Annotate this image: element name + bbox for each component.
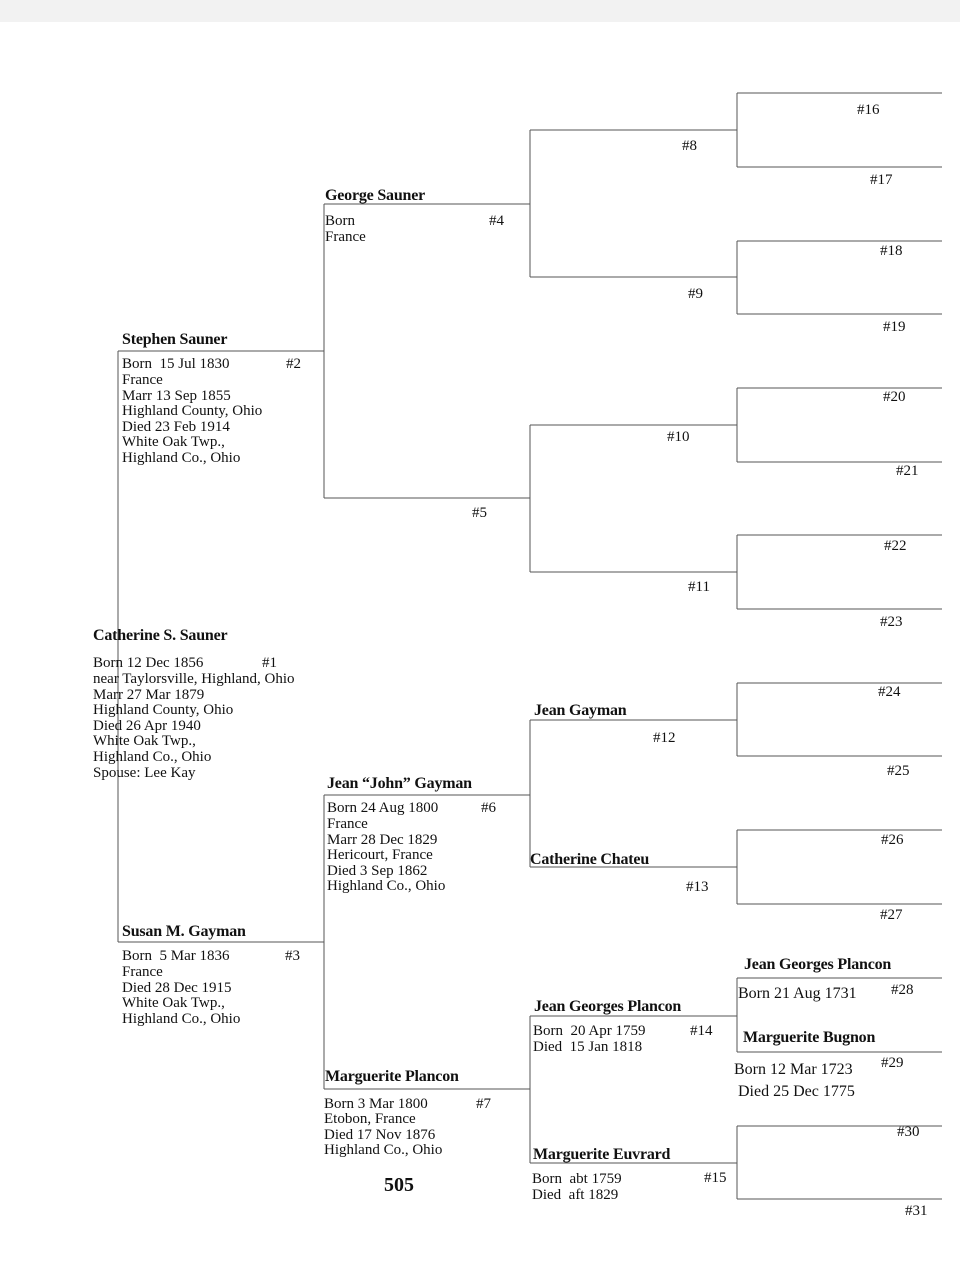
person-4-name: George Sauner [325, 187, 426, 204]
person-1-name: Catherine S. Sauner [93, 627, 228, 644]
person-26-number: #26 [881, 832, 904, 848]
person-13-number: #13 [686, 879, 709, 895]
person-22-number: #22 [884, 538, 907, 554]
person-28-name: Jean Georges Plancon [744, 956, 892, 973]
person-23-number: #23 [880, 614, 903, 630]
person-6-name: Jean “John” Gayman [327, 775, 472, 792]
person-3-details: France Died 28 Dec 1915 White Oak Twp., Highland Co., Ohio [122, 964, 241, 1027]
person-7-number: #7 [476, 1096, 491, 1112]
person-2-details: France Marr 13 Sep 1855 Highland County, Ohio Died 23 Feb 1914 White Oak Twp., Highland Co., Ohio [122, 372, 263, 466]
person-12-number: #12 [653, 730, 676, 746]
person-4-born: Born [325, 213, 355, 229]
person-31-number: #31 [905, 1203, 928, 1219]
person-28-number: #28 [891, 982, 914, 998]
person-5-number: #5 [472, 505, 487, 521]
person-6-number: #6 [481, 800, 496, 816]
person-12-name: Jean Gayman [534, 702, 627, 719]
person-1-details: near Taylorsville, Highland, Ohio Marr 27 Mar 1879 Highland County, Ohio Died 26 Apr 1940 White Oak Twp., Highland Co., Ohio Spouse: Lee Kay [93, 671, 295, 781]
person-24-number: #24 [878, 684, 901, 700]
person-30-number: #30 [897, 1124, 920, 1140]
person-19-number: #19 [883, 319, 906, 335]
person-7-born: Born 3 Mar 1800 [324, 1096, 428, 1112]
person-28-born: Born 21 Aug 1731 [738, 985, 857, 1002]
person-2-name: Stephen Sauner [122, 331, 228, 348]
person-29-name: Marguerite Bugnon [743, 1029, 876, 1046]
person-14-name: Jean Georges Plancon [534, 998, 682, 1015]
person-16-number: #16 [857, 102, 880, 118]
person-25-number: #25 [887, 763, 910, 779]
person-6-born: Born 24 Aug 1800 [327, 800, 439, 816]
person-18-number: #18 [880, 243, 903, 259]
person-9-number: #9 [688, 286, 703, 302]
person-4-details: France [325, 229, 366, 245]
person-17-number: #17 [870, 172, 893, 188]
person-7-name: Marguerite Plancon [325, 1068, 459, 1085]
person-29-born: Born 12 Mar 1723 [734, 1061, 853, 1078]
person-1-number: #1 [262, 655, 277, 671]
person-6-details: France Marr 28 Dec 1829 Hericourt, France Died 3 Sep 1862 Highland Co., Ohio [327, 816, 446, 895]
person-15-details: Died aft 1829 [532, 1187, 619, 1203]
person-10-number: #10 [667, 429, 690, 445]
person-29-number: #29 [881, 1055, 904, 1071]
person-2-number: #2 [286, 356, 301, 372]
person-21-number: #21 [896, 463, 919, 479]
person-3-name: Susan M. Gayman [122, 923, 246, 940]
page-number: 505 [384, 1174, 414, 1196]
person-2-born: Born 15 Jul 1830 [122, 356, 230, 372]
person-15-name: Marguerite Euvrard [533, 1146, 671, 1163]
person-1-born: Born 12 Dec 1856 [93, 655, 204, 671]
person-3-born: Born 5 Mar 1836 [122, 948, 230, 964]
person-14-born: Born 20 Apr 1759 [533, 1023, 646, 1039]
person-29-died: Died 25 Dec 1775 [738, 1083, 855, 1100]
person-27-number: #27 [880, 907, 903, 923]
person-20-number: #20 [883, 389, 906, 405]
person-14-number: #14 [690, 1023, 713, 1039]
person-4-number: #4 [489, 213, 504, 229]
person-8-number: #8 [682, 138, 697, 154]
person-3-number: #3 [285, 948, 300, 964]
person-15-born: Born abt 1759 [532, 1171, 622, 1187]
person-11-number: #11 [688, 579, 710, 595]
person-14-details: Died 15 Jan 1818 [533, 1039, 643, 1055]
person-15-number: #15 [704, 1170, 727, 1186]
person-13-name: Catherine Chateu [530, 851, 650, 868]
person-7-details: Etobon, France Died 17 Nov 1876 Highland Co., Ohio [324, 1111, 443, 1159]
